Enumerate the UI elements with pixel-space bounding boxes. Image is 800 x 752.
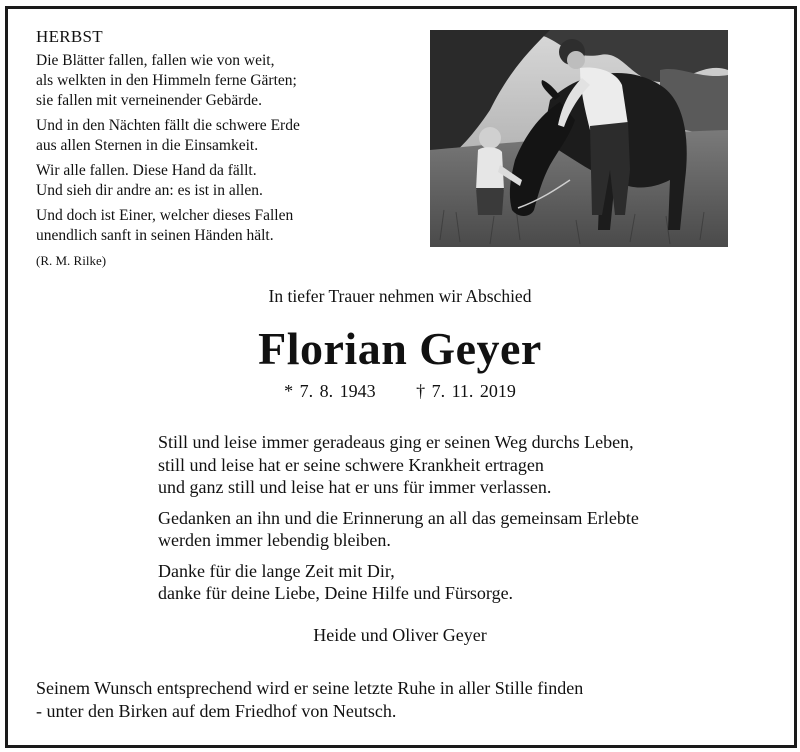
- family-signature: Heide und Oliver Geyer: [313, 625, 487, 645]
- birth-date: * 7. 8. 1943: [284, 381, 376, 401]
- poem-line: Und in den Nächten fällt die schwere Erde: [36, 117, 300, 134]
- poem-author: (R. M. Rilke): [36, 253, 107, 268]
- closing-line: - unter den Birken auf dem Friedhof von Neutsch.: [36, 700, 397, 721]
- tribute-line: werden immer lebendig bleiben.: [158, 530, 391, 550]
- closing-note: [36, 677, 583, 722]
- tribute-line: Danke für die lange Zeit mit Dir,: [158, 560, 395, 581]
- poem-title: HERBST: [36, 27, 103, 46]
- poem: [36, 27, 300, 271]
- tribute-paragraph: [158, 431, 639, 499]
- closing-line: Seinem Wunsch entsprechend wird er seine letzte Ruhe in aller Stille finden: [36, 678, 584, 698]
- poem-line: aus allen Sternen in die Einsamkeit.: [36, 137, 259, 154]
- tribute-text: [158, 431, 639, 613]
- poem-line: Und sieh dir andre an: es ist in allen.: [36, 182, 263, 199]
- tribute-line: still und leise hat er seine schwere Krankheit ertragen: [158, 454, 544, 475]
- poem-stanza: [36, 51, 300, 111]
- intro-text: In tiefer Trauer nehmen wir Abschied: [268, 286, 532, 306]
- tribute-line: Still und leise immer geradeaus ging er seinen Weg durchs Leben,: [158, 432, 634, 452]
- poem-line: Und doch ist Einer, welcher dieses Fallen: [36, 207, 294, 224]
- tribute-paragraph: [158, 560, 639, 605]
- poem-line: Die Blätter fallen, fallen wie von weit,: [36, 52, 275, 69]
- poem-line: unendlich sanft in seinen Händen hält.: [36, 227, 274, 244]
- poem-line: als welkten in den Himmeln ferne Gärten;: [36, 72, 297, 89]
- poem-stanza: [36, 161, 300, 201]
- poem-line: sie fallen mit verneinender Gebärde.: [36, 92, 262, 109]
- tribute-line: und ganz still und leise hat er uns für immer verlassen.: [158, 477, 552, 497]
- deceased-name: Florian Geyer: [258, 323, 542, 374]
- tribute-line: danke für deine Liebe, Deine Hilfe und Fürsorge.: [158, 583, 514, 603]
- poem-line: Wir alle fallen. Diese Hand da fällt.: [36, 162, 257, 179]
- tribute-line: Gedanken an ihn und die Erinnerung an all das gemeinsam Erlebte: [158, 507, 639, 528]
- tribute-paragraph: [158, 507, 639, 552]
- poem-stanza: [36, 116, 300, 156]
- death-date: † 7. 11. 2019: [416, 381, 516, 401]
- photo-man-child-horse: [430, 30, 728, 247]
- poem-stanza: [36, 206, 300, 246]
- life-dates: [0, 381, 800, 402]
